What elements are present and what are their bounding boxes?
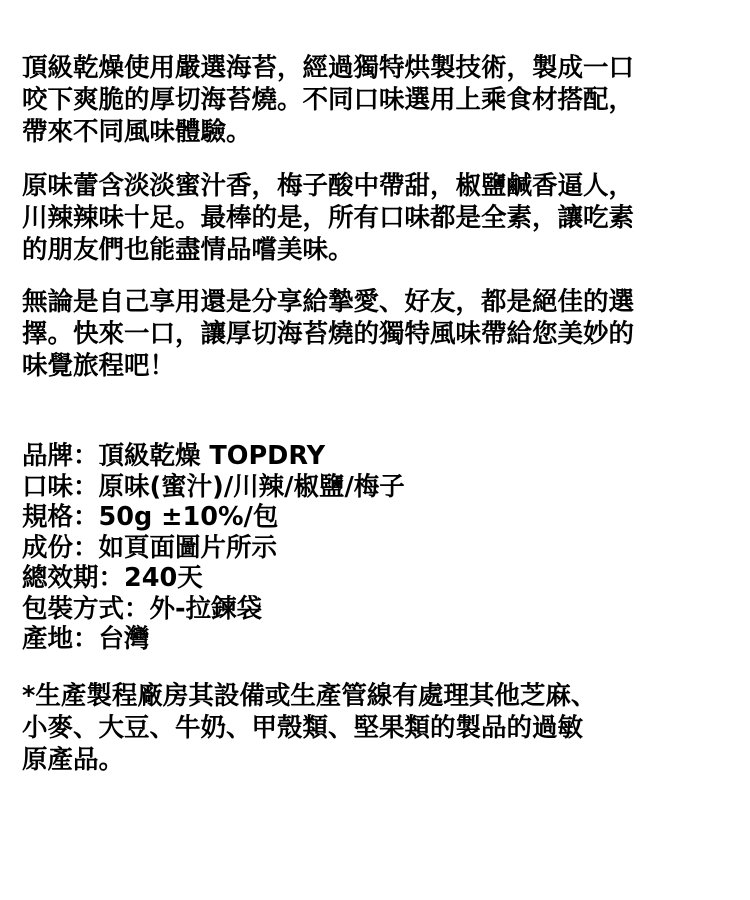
closing-paragraph [22, 286, 734, 382]
flavor-paragraph [22, 170, 734, 266]
allergen-line-2: 小麥、大豆、牛奶、甲殼類、堅果類的製品的過敏 [22, 713, 584, 743]
spec-origin [22, 624, 734, 655]
spec-value: 外-拉鍊袋 [149, 593, 263, 624]
spec-label: 產地： [22, 624, 99, 654]
closing-line-1: 無論是自己享用還是分享給摯愛、好友，都是絕佳的選 [22, 287, 635, 317]
allergen-note [22, 680, 734, 776]
spec-label: 口味： [22, 471, 99, 502]
spec-flavors [22, 472, 734, 503]
spec-value: 原味(蜜汁)/川辣/椒鹽/梅子 [98, 471, 405, 502]
spec-value: 50g ±10%/包 [98, 502, 279, 532]
spec-packaging [22, 594, 734, 625]
flavor-line-1: 原味蕾含淡淡蜜汁香，梅子酸中帶甜，椒鹽鹹香逼人， [22, 171, 635, 201]
flavor-line-3: 的朋友們也能盡情品嚐美味。 [22, 235, 354, 265]
flavor-line-2: 川辣辣味十足。最棒的是，所有口味都是全素，讓吃素 [22, 203, 635, 233]
spec-shelf-life [22, 563, 734, 594]
spec-size [22, 502, 734, 533]
intro-paragraph [22, 52, 734, 148]
spec-value: 240天 [124, 563, 203, 593]
spec-label: 規格： [22, 502, 99, 532]
intro-line-3: 帶來不同風味體驗。 [22, 117, 252, 147]
spec-label: 總效期： [22, 563, 125, 593]
intro-line-2: 咬下爽脆的厚切海苔燒。不同口味選用上乘食材搭配， [22, 85, 635, 115]
allergen-line-1: *生產製程廠房其設備或生產管線有處理其他芝麻、 [22, 681, 597, 711]
intro-line-1: 頂級乾燥使用嚴選海苔，經過獨特烘製技術，製成一口 [22, 53, 635, 83]
spec-label: 成份： [22, 532, 99, 563]
closing-line-3: 味覺旅程吧！ [22, 351, 176, 381]
spec-label: 品牌： [22, 441, 99, 471]
product-spec-list [22, 441, 734, 655]
spec-label: 包裝方式： [22, 593, 150, 624]
spec-ingredients [22, 533, 734, 564]
spec-brand [22, 441, 734, 472]
spec-value: 頂級乾燥 TOPDRY [98, 441, 326, 471]
closing-line-2: 擇。快來一口，讓厚切海苔燒的獨特風味帶給您美妙的 [22, 319, 635, 349]
spec-value: 如頁面圖片所示 [98, 532, 278, 563]
spec-value: 台灣 [98, 624, 150, 654]
allergen-line-3: 原產品。 [22, 745, 125, 775]
